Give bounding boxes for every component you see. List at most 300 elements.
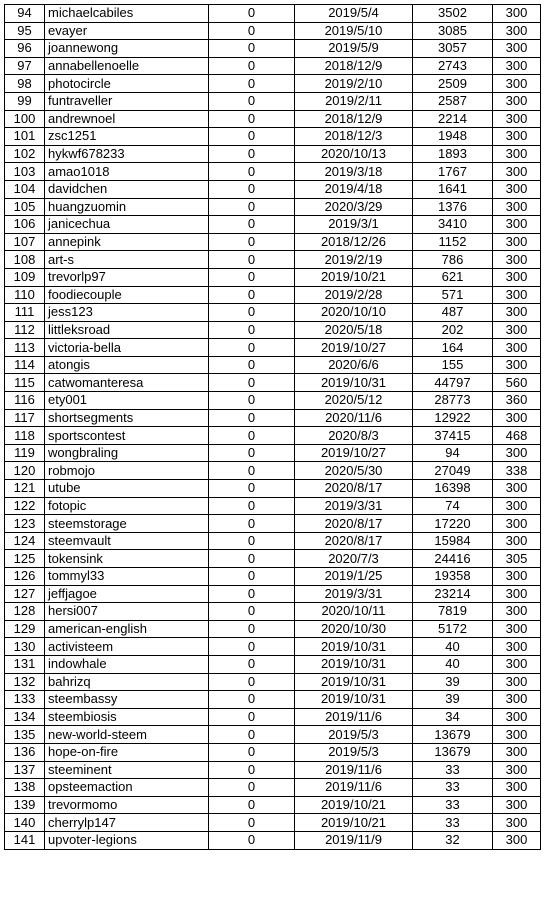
account-name-cell[interactable]: robmojo — [45, 462, 209, 480]
account-name-cell[interactable]: hykwf678233 — [45, 145, 209, 163]
date-cell[interactable]: 2019/10/21 — [295, 796, 413, 814]
account-name-cell[interactable]: tommyl33 — [45, 568, 209, 586]
spreadsheet — [4, 4, 541, 850]
account-name-cell[interactable]: shortsegments — [45, 409, 209, 427]
value-cell[interactable]: 621 — [413, 268, 493, 286]
date-cell[interactable]: 2020/8/17 — [295, 532, 413, 550]
rank-cell[interactable]: 113 — [5, 339, 45, 357]
value-cell[interactable]: 3410 — [413, 216, 493, 234]
rank-cell[interactable]: 117 — [5, 409, 45, 427]
rank-cell[interactable]: 123 — [5, 515, 45, 533]
account-name-cell[interactable]: indowhale — [45, 655, 209, 673]
rank-cell[interactable]: 136 — [5, 743, 45, 761]
zero-value-cell[interactable]: 0 — [209, 356, 295, 374]
zero-value-cell[interactable]: 0 — [209, 339, 295, 357]
zero-value-cell[interactable]: 0 — [209, 814, 295, 832]
zero-value-cell[interactable]: 0 — [209, 779, 295, 797]
account-name-cell[interactable]: huangzuomin — [45, 198, 209, 216]
cap-cell[interactable]: 300 — [493, 75, 541, 93]
rank-cell[interactable]: 139 — [5, 796, 45, 814]
rank-cell[interactable]: 137 — [5, 761, 45, 779]
account-name-cell[interactable]: new-world-steem — [45, 726, 209, 744]
value-cell[interactable]: 7819 — [413, 603, 493, 621]
cap-cell[interactable]: 300 — [493, 655, 541, 673]
account-name-cell[interactable]: michaelcabiles — [45, 5, 209, 23]
cap-cell[interactable]: 300 — [493, 163, 541, 181]
cap-cell[interactable]: 300 — [493, 40, 541, 58]
zero-value-cell[interactable]: 0 — [209, 761, 295, 779]
value-cell[interactable]: 3085 — [413, 22, 493, 40]
date-cell[interactable]: 2019/10/31 — [295, 655, 413, 673]
value-cell[interactable]: 13679 — [413, 743, 493, 761]
value-cell[interactable]: 44797 — [413, 374, 493, 392]
zero-value-cell[interactable]: 0 — [209, 638, 295, 656]
cap-cell[interactable]: 300 — [493, 585, 541, 603]
zero-value-cell[interactable]: 0 — [209, 321, 295, 339]
value-cell[interactable]: 28773 — [413, 392, 493, 410]
account-name-cell[interactable]: jeffjagoe — [45, 585, 209, 603]
value-cell[interactable]: 39 — [413, 691, 493, 709]
date-cell[interactable]: 2019/4/18 — [295, 180, 413, 198]
value-cell[interactable]: 2587 — [413, 92, 493, 110]
cap-cell[interactable]: 338 — [493, 462, 541, 480]
zero-value-cell[interactable]: 0 — [209, 515, 295, 533]
zero-value-cell[interactable]: 0 — [209, 585, 295, 603]
cap-cell[interactable]: 300 — [493, 620, 541, 638]
account-name-cell[interactable]: victoria-bella — [45, 339, 209, 357]
account-name-cell[interactable]: steeminent — [45, 761, 209, 779]
date-cell[interactable]: 2019/10/21 — [295, 814, 413, 832]
account-name-cell[interactable]: bahrizq — [45, 673, 209, 691]
table-row — [5, 57, 541, 75]
account-name-cell[interactable]: foodiecouple — [45, 286, 209, 304]
cap-cell[interactable]: 468 — [493, 427, 541, 445]
account-name-cell[interactable]: steemstorage — [45, 515, 209, 533]
rank-cell[interactable]: 94 — [5, 5, 45, 23]
value-cell[interactable]: 40 — [413, 638, 493, 656]
value-cell[interactable]: 5172 — [413, 620, 493, 638]
rank-cell[interactable]: 99 — [5, 92, 45, 110]
date-cell[interactable]: 2020/10/10 — [295, 304, 413, 322]
zero-value-cell[interactable]: 0 — [209, 497, 295, 515]
rank-cell[interactable]: 98 — [5, 75, 45, 93]
date-cell[interactable]: 2019/5/10 — [295, 22, 413, 40]
rank-cell[interactable]: 115 — [5, 374, 45, 392]
value-cell[interactable]: 17220 — [413, 515, 493, 533]
account-name-cell[interactable]: amao1018 — [45, 163, 209, 181]
value-cell[interactable]: 2214 — [413, 110, 493, 128]
value-cell[interactable]: 33 — [413, 814, 493, 832]
date-cell[interactable]: 2020/5/18 — [295, 321, 413, 339]
zero-value-cell[interactable]: 0 — [209, 603, 295, 621]
value-cell[interactable]: 13679 — [413, 726, 493, 744]
account-name-cell[interactable]: hersi007 — [45, 603, 209, 621]
rank-cell[interactable]: 140 — [5, 814, 45, 832]
value-cell[interactable]: 2509 — [413, 75, 493, 93]
rank-cell[interactable]: 133 — [5, 691, 45, 709]
date-cell[interactable]: 2019/5/3 — [295, 726, 413, 744]
account-name-cell[interactable]: trevorlp97 — [45, 268, 209, 286]
zero-value-cell[interactable]: 0 — [209, 216, 295, 234]
table-row — [5, 304, 541, 322]
cap-cell[interactable]: 300 — [493, 726, 541, 744]
cap-cell[interactable]: 300 — [493, 532, 541, 550]
value-cell[interactable]: 1948 — [413, 128, 493, 146]
value-cell[interactable]: 1767 — [413, 163, 493, 181]
zero-value-cell[interactable]: 0 — [209, 409, 295, 427]
zero-value-cell[interactable]: 0 — [209, 708, 295, 726]
date-cell[interactable]: 2019/5/9 — [295, 40, 413, 58]
date-cell[interactable]: 2019/10/31 — [295, 638, 413, 656]
cap-cell[interactable]: 300 — [493, 409, 541, 427]
account-name-cell[interactable]: fotopic — [45, 497, 209, 515]
cap-cell[interactable]: 300 — [493, 286, 541, 304]
rank-cell[interactable]: 138 — [5, 779, 45, 797]
zero-value-cell[interactable]: 0 — [209, 392, 295, 410]
date-cell[interactable]: 2020/11/6 — [295, 409, 413, 427]
value-cell[interactable]: 15984 — [413, 532, 493, 550]
zero-value-cell[interactable]: 0 — [209, 92, 295, 110]
date-cell[interactable]: 2019/10/31 — [295, 374, 413, 392]
value-cell[interactable]: 202 — [413, 321, 493, 339]
rank-cell[interactable]: 131 — [5, 655, 45, 673]
rank-cell[interactable]: 125 — [5, 550, 45, 568]
rank-cell[interactable]: 101 — [5, 128, 45, 146]
zero-value-cell[interactable]: 0 — [209, 480, 295, 498]
zero-value-cell[interactable]: 0 — [209, 550, 295, 568]
cap-cell[interactable]: 360 — [493, 392, 541, 410]
account-name-cell[interactable]: zsc1251 — [45, 128, 209, 146]
zero-value-cell[interactable]: 0 — [209, 655, 295, 673]
cap-cell[interactable]: 300 — [493, 110, 541, 128]
table-row — [5, 22, 541, 40]
cap-cell[interactable]: 300 — [493, 321, 541, 339]
value-cell[interactable]: 164 — [413, 339, 493, 357]
rank-cell[interactable]: 132 — [5, 673, 45, 691]
cap-cell[interactable]: 300 — [493, 304, 541, 322]
zero-value-cell[interactable]: 0 — [209, 691, 295, 709]
cap-cell[interactable]: 300 — [493, 145, 541, 163]
account-name-cell[interactable]: joannewong — [45, 40, 209, 58]
cap-cell[interactable]: 300 — [493, 603, 541, 621]
account-name-cell[interactable]: activisteem — [45, 638, 209, 656]
rank-cell[interactable]: 106 — [5, 216, 45, 234]
value-cell[interactable]: 155 — [413, 356, 493, 374]
rank-cell[interactable]: 118 — [5, 427, 45, 445]
table-row — [5, 708, 541, 726]
rank-cell[interactable]: 119 — [5, 444, 45, 462]
zero-value-cell[interactable]: 0 — [209, 40, 295, 58]
date-cell[interactable]: 2020/10/30 — [295, 620, 413, 638]
value-cell[interactable]: 33 — [413, 796, 493, 814]
zero-value-cell[interactable]: 0 — [209, 251, 295, 269]
account-name-cell[interactable]: andrewnoel — [45, 110, 209, 128]
zero-value-cell[interactable]: 0 — [209, 462, 295, 480]
rank-cell[interactable]: 141 — [5, 831, 45, 849]
zero-value-cell[interactable]: 0 — [209, 163, 295, 181]
value-cell[interactable]: 27049 — [413, 462, 493, 480]
date-cell[interactable]: 2020/5/12 — [295, 392, 413, 410]
date-cell[interactable]: 2020/7/3 — [295, 550, 413, 568]
cap-cell[interactable]: 300 — [493, 251, 541, 269]
cap-cell[interactable]: 300 — [493, 198, 541, 216]
date-cell[interactable]: 2019/1/25 — [295, 568, 413, 586]
cap-cell[interactable]: 300 — [493, 180, 541, 198]
zero-value-cell[interactable]: 0 — [209, 726, 295, 744]
account-name-cell[interactable]: opsteemaction — [45, 779, 209, 797]
account-name-cell[interactable]: wongbraling — [45, 444, 209, 462]
value-cell[interactable]: 571 — [413, 286, 493, 304]
zero-value-cell[interactable]: 0 — [209, 198, 295, 216]
value-cell[interactable]: 40 — [413, 655, 493, 673]
date-cell[interactable]: 2020/8/3 — [295, 427, 413, 445]
table-row — [5, 233, 541, 251]
zero-value-cell[interactable]: 0 — [209, 673, 295, 691]
rank-cell[interactable]: 100 — [5, 110, 45, 128]
value-cell[interactable]: 1376 — [413, 198, 493, 216]
date-cell[interactable]: 2019/5/3 — [295, 743, 413, 761]
date-cell[interactable]: 2018/12/26 — [295, 233, 413, 251]
rank-cell[interactable]: 109 — [5, 268, 45, 286]
account-name-cell[interactable]: photocircle — [45, 75, 209, 93]
rank-cell[interactable]: 108 — [5, 251, 45, 269]
rank-cell[interactable]: 122 — [5, 497, 45, 515]
date-cell[interactable]: 2020/10/11 — [295, 603, 413, 621]
date-cell[interactable]: 2019/10/31 — [295, 691, 413, 709]
cap-cell[interactable]: 300 — [493, 480, 541, 498]
cap-cell[interactable]: 300 — [493, 708, 541, 726]
cap-cell[interactable]: 300 — [493, 743, 541, 761]
account-name-cell[interactable]: jess123 — [45, 304, 209, 322]
cap-cell[interactable]: 300 — [493, 216, 541, 234]
rank-cell[interactable]: 104 — [5, 180, 45, 198]
value-cell[interactable]: 16398 — [413, 480, 493, 498]
account-name-cell[interactable]: tokensink — [45, 550, 209, 568]
date-cell[interactable]: 2019/11/6 — [295, 761, 413, 779]
cap-cell[interactable]: 300 — [493, 57, 541, 75]
account-name-cell[interactable]: steembiosis — [45, 708, 209, 726]
rank-cell[interactable]: 95 — [5, 22, 45, 40]
value-cell[interactable]: 2743 — [413, 57, 493, 75]
account-name-cell[interactable]: davidchen — [45, 180, 209, 198]
account-name-cell[interactable]: steemvault — [45, 532, 209, 550]
date-cell[interactable]: 2019/10/31 — [295, 673, 413, 691]
zero-value-cell[interactable]: 0 — [209, 233, 295, 251]
rank-cell[interactable]: 107 — [5, 233, 45, 251]
rank-cell[interactable]: 130 — [5, 638, 45, 656]
rank-cell[interactable]: 97 — [5, 57, 45, 75]
value-cell[interactable]: 19358 — [413, 568, 493, 586]
table-row — [5, 409, 541, 427]
date-cell[interactable]: 2020/8/17 — [295, 480, 413, 498]
cap-cell[interactable]: 300 — [493, 128, 541, 146]
value-cell[interactable]: 33 — [413, 779, 493, 797]
account-name-cell[interactable]: annabellenoelle — [45, 57, 209, 75]
value-cell[interactable]: 1641 — [413, 180, 493, 198]
rank-cell[interactable]: 124 — [5, 532, 45, 550]
zero-value-cell[interactable]: 0 — [209, 831, 295, 849]
date-cell[interactable]: 2019/11/9 — [295, 831, 413, 849]
cap-cell[interactable]: 300 — [493, 568, 541, 586]
cap-cell[interactable]: 300 — [493, 515, 541, 533]
cap-cell[interactable]: 300 — [493, 638, 541, 656]
rank-cell[interactable]: 127 — [5, 585, 45, 603]
date-cell[interactable]: 2019/3/1 — [295, 216, 413, 234]
account-name-cell[interactable]: ety001 — [45, 392, 209, 410]
cap-cell[interactable]: 300 — [493, 339, 541, 357]
cap-cell[interactable]: 300 — [493, 691, 541, 709]
cap-cell[interactable]: 300 — [493, 444, 541, 462]
rank-cell[interactable]: 128 — [5, 603, 45, 621]
cap-cell[interactable]: 300 — [493, 831, 541, 849]
cap-cell[interactable]: 300 — [493, 22, 541, 40]
account-name-cell[interactable]: cherrylp147 — [45, 814, 209, 832]
rank-cell[interactable]: 116 — [5, 392, 45, 410]
date-cell[interactable]: 2019/2/19 — [295, 251, 413, 269]
cap-cell[interactable]: 300 — [493, 268, 541, 286]
account-name-cell[interactable]: hope-on-fire — [45, 743, 209, 761]
account-name-cell[interactable]: american-english — [45, 620, 209, 638]
zero-value-cell[interactable]: 0 — [209, 304, 295, 322]
date-cell[interactable]: 2019/3/31 — [295, 497, 413, 515]
date-cell[interactable]: 2019/11/6 — [295, 708, 413, 726]
date-cell[interactable]: 2019/5/4 — [295, 5, 413, 23]
cap-cell[interactable]: 300 — [493, 796, 541, 814]
cap-cell[interactable]: 300 — [493, 814, 541, 832]
value-cell[interactable]: 3502 — [413, 5, 493, 23]
table-row — [5, 620, 541, 638]
rank-cell[interactable]: 129 — [5, 620, 45, 638]
value-cell[interactable]: 1893 — [413, 145, 493, 163]
rank-cell[interactable]: 114 — [5, 356, 45, 374]
value-cell[interactable]: 32 — [413, 831, 493, 849]
account-name-cell[interactable]: utube — [45, 480, 209, 498]
zero-value-cell[interactable]: 0 — [209, 427, 295, 445]
zero-value-cell[interactable]: 0 — [209, 75, 295, 93]
account-name-cell[interactable]: trevormomo — [45, 796, 209, 814]
date-cell[interactable]: 2019/10/27 — [295, 339, 413, 357]
account-name-cell[interactable]: upvoter-legions — [45, 831, 209, 849]
cap-cell[interactable]: 300 — [493, 92, 541, 110]
rank-cell[interactable]: 105 — [5, 198, 45, 216]
zero-value-cell[interactable]: 0 — [209, 5, 295, 23]
date-cell[interactable]: 2020/8/17 — [295, 515, 413, 533]
cap-cell[interactable]: 305 — [493, 550, 541, 568]
date-cell[interactable]: 2020/10/13 — [295, 145, 413, 163]
zero-value-cell[interactable]: 0 — [209, 620, 295, 638]
zero-value-cell[interactable]: 0 — [209, 743, 295, 761]
date-cell[interactable]: 2019/2/11 — [295, 92, 413, 110]
table-row — [5, 444, 541, 462]
date-cell[interactable]: 2019/2/10 — [295, 75, 413, 93]
date-cell[interactable]: 2018/12/3 — [295, 128, 413, 146]
value-cell[interactable]: 39 — [413, 673, 493, 691]
zero-value-cell[interactable]: 0 — [209, 796, 295, 814]
account-name-cell[interactable]: janicechua — [45, 216, 209, 234]
account-name-cell[interactable]: atongis — [45, 356, 209, 374]
rank-cell[interactable]: 96 — [5, 40, 45, 58]
rank-cell[interactable]: 102 — [5, 145, 45, 163]
cap-cell[interactable]: 300 — [493, 497, 541, 515]
value-cell[interactable]: 487 — [413, 304, 493, 322]
zero-value-cell[interactable]: 0 — [209, 128, 295, 146]
date-cell[interactable]: 2019/11/6 — [295, 779, 413, 797]
cap-cell[interactable]: 300 — [493, 673, 541, 691]
rank-cell[interactable]: 134 — [5, 708, 45, 726]
account-name-cell[interactable]: annepink — [45, 233, 209, 251]
zero-value-cell[interactable]: 0 — [209, 286, 295, 304]
zero-value-cell[interactable]: 0 — [209, 180, 295, 198]
zero-value-cell[interactable]: 0 — [209, 444, 295, 462]
rank-cell[interactable]: 126 — [5, 568, 45, 586]
rank-cell[interactable]: 120 — [5, 462, 45, 480]
zero-value-cell[interactable]: 0 — [209, 57, 295, 75]
value-cell[interactable]: 94 — [413, 444, 493, 462]
rank-cell[interactable]: 121 — [5, 480, 45, 498]
cap-cell[interactable]: 300 — [493, 5, 541, 23]
rank-cell[interactable]: 135 — [5, 726, 45, 744]
value-cell[interactable]: 23214 — [413, 585, 493, 603]
zero-value-cell[interactable]: 0 — [209, 568, 295, 586]
rank-cell[interactable]: 110 — [5, 286, 45, 304]
account-name-cell[interactable]: steembassy — [45, 691, 209, 709]
zero-value-cell[interactable]: 0 — [209, 268, 295, 286]
cap-cell[interactable]: 300 — [493, 356, 541, 374]
date-cell[interactable]: 2019/10/21 — [295, 268, 413, 286]
value-cell[interactable]: 1152 — [413, 233, 493, 251]
date-cell[interactable]: 2019/10/27 — [295, 444, 413, 462]
rank-cell[interactable]: 112 — [5, 321, 45, 339]
value-cell[interactable]: 37415 — [413, 427, 493, 445]
zero-value-cell[interactable]: 0 — [209, 110, 295, 128]
date-cell[interactable]: 2020/3/29 — [295, 198, 413, 216]
cap-cell[interactable]: 300 — [493, 761, 541, 779]
date-cell[interactable]: 2019/3/31 — [295, 585, 413, 603]
cap-cell[interactable]: 560 — [493, 374, 541, 392]
value-cell[interactable]: 34 — [413, 708, 493, 726]
account-name-cell[interactable]: funtraveller — [45, 92, 209, 110]
account-name-cell[interactable]: catwomanteresa — [45, 374, 209, 392]
account-name-cell[interactable]: sportscontest — [45, 427, 209, 445]
table-row — [5, 180, 541, 198]
value-cell[interactable]: 12922 — [413, 409, 493, 427]
date-cell[interactable]: 2019/3/18 — [295, 163, 413, 181]
rank-cell[interactable]: 111 — [5, 304, 45, 322]
date-cell[interactable]: 2020/5/30 — [295, 462, 413, 480]
date-cell[interactable]: 2019/2/28 — [295, 286, 413, 304]
table-row — [5, 216, 541, 234]
cap-cell[interactable]: 300 — [493, 779, 541, 797]
value-cell[interactable]: 74 — [413, 497, 493, 515]
cap-cell[interactable]: 300 — [493, 233, 541, 251]
account-name-cell[interactable]: art-s — [45, 251, 209, 269]
zero-value-cell[interactable]: 0 — [209, 22, 295, 40]
table-row — [5, 779, 541, 797]
zero-value-cell[interactable]: 0 — [209, 532, 295, 550]
value-cell[interactable]: 3057 — [413, 40, 493, 58]
zero-value-cell[interactable]: 0 — [209, 374, 295, 392]
account-name-cell[interactable]: littleksroad — [45, 321, 209, 339]
value-cell[interactable]: 786 — [413, 251, 493, 269]
date-cell[interactable]: 2018/12/9 — [295, 110, 413, 128]
value-cell[interactable]: 33 — [413, 761, 493, 779]
date-cell[interactable]: 2018/12/9 — [295, 57, 413, 75]
account-name-cell[interactable]: evayer — [45, 22, 209, 40]
value-cell[interactable]: 24416 — [413, 550, 493, 568]
rank-cell[interactable]: 103 — [5, 163, 45, 181]
date-cell[interactable]: 2020/6/6 — [295, 356, 413, 374]
zero-value-cell[interactable]: 0 — [209, 145, 295, 163]
